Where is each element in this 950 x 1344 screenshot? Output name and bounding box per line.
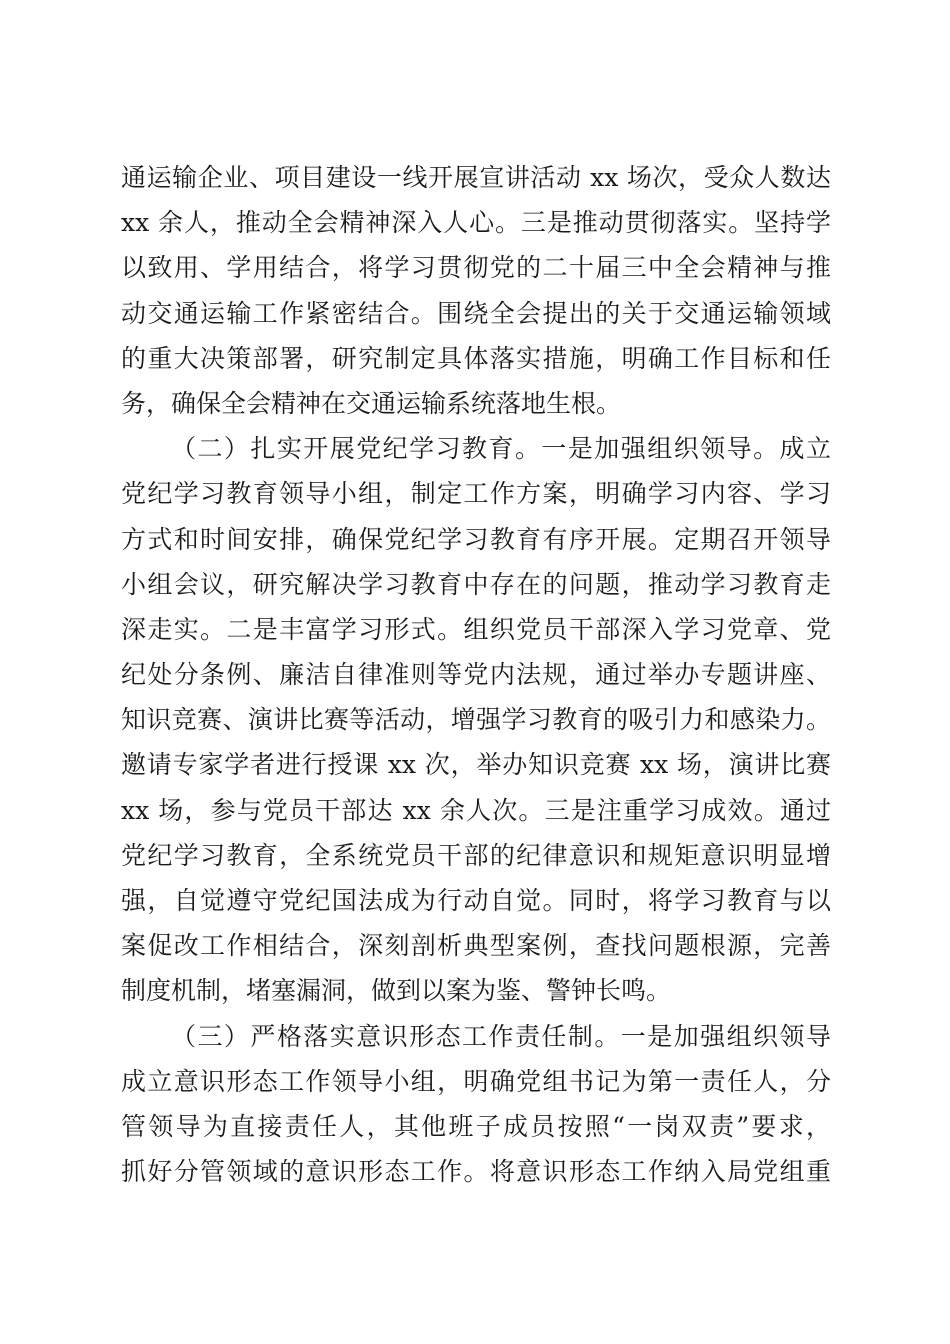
text-line: 案促改工作相结合，深刻剖析典型案例，查找问题根源，完善 <box>121 931 831 961</box>
text-line: 务，确保全会精神在交通运输系统落地生根。 <box>121 388 622 418</box>
text-line: xx 场，参与党员干部达 xx 余人次。三是注重学习成效。通过 <box>121 795 831 825</box>
text-line: 管领导为直接责任人，其他班子成员按照“一岗双责”要求， <box>121 1111 831 1141</box>
text-line: 抓好分管领域的意识形态工作。将意识形态工作纳入局党组重 <box>121 1157 831 1187</box>
section-heading-line: （二）扎实开展党纪学习教育。一是加强组织领导。成立 <box>171 434 831 464</box>
text-line: 的重大决策部署，研究制定具体落实措施，明确工作目标和任 <box>121 343 831 373</box>
text-line: 党纪学习教育，全系统党员干部的纪律意识和规矩意识明显增 <box>121 840 831 870</box>
text-line: 深走实。二是丰富学习形式。组织党员干部深入学习党章、党 <box>121 614 831 644</box>
body-text <box>121 155 831 1194</box>
text-line: 制度机制，堵塞漏洞，做到以案为鉴、警钟长鸣。 <box>121 976 672 1006</box>
text-line: 知识竞赛、演讲比赛等活动，增强学习教育的吸引力和感染力。 <box>121 705 831 735</box>
text-line: 党纪学习教育领导小组，制定工作方案，明确学习内容、学习 <box>121 479 831 509</box>
text-line: 纪处分条例、廉洁自律准则等党内法规，通过举办专题讲座、 <box>121 660 831 690</box>
text-line: 动交通运输工作紧密结合。围绕全会提出的关于交通运输领域 <box>121 298 831 328</box>
text-line: 邀请专家学者进行授课 xx 次，举办知识竞赛 xx 场，演讲比赛 <box>121 750 831 780</box>
section-heading-line: （三）严格落实意识形态工作责任制。一是加强组织领导 <box>171 1021 831 1051</box>
text-line: 通运输企业、项目建设一线开展宣讲活动 xx 场次，受众人数达 <box>121 163 831 192</box>
text-line: 成立意识形态工作领导小组，明确党组书记为第一责任人，分 <box>121 1066 831 1096</box>
text-line: 以致用、学用结合，将学习贯彻党的二十届三中全会精神与推 <box>121 253 831 283</box>
text-line: 小组会议，研究解决学习教育中存在的问题，推动学习教育走 <box>121 569 831 599</box>
text-line: xx 余人，推动全会精神深入人心。三是推动贯彻落实。坚持学 <box>121 208 831 238</box>
text-line: 方式和时间安排，确保党纪学习教育有序开展。定期召开领导 <box>121 524 831 554</box>
text-line: 强，自觉遵守党纪国法成为行动自觉。同时，将学习教育与以 <box>121 886 831 915</box>
